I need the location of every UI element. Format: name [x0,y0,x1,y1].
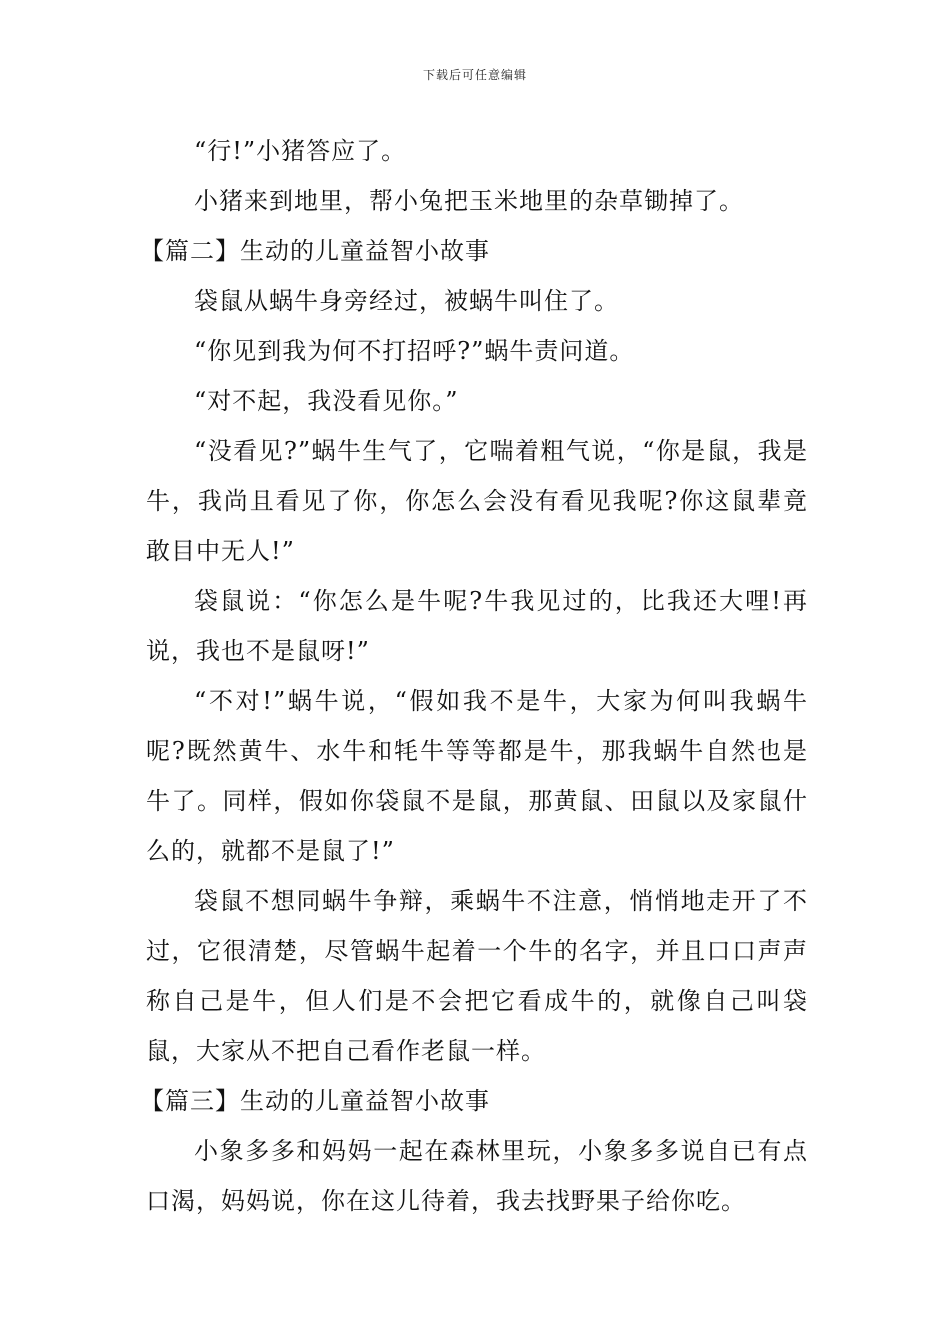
document-body [140,126,808,1226]
paragraph: 袋鼠不想同蜗牛争辩，乘蜗牛不注意，悄悄地走开了不过，它很清楚，尽管蜗牛起着一个牛的名字，并且口口声声称自己是牛，但人们是不会把它看成牛的，就像自己叫袋鼠，大家从不把自己看作老鼠一样。 [146,887,808,1065]
paragraph: “不对!”蜗牛说，“假如我不是牛，大家为何叫我蜗牛呢?既然黄牛、水牛和牦牛等等都是牛，那我蜗牛自然也是牛了。同样，假如你袋鼠不是鼠，那黄鼠、田鼠以及家鼠什么的，就都不是鼠了!” [146,687,808,865]
paragraph: 袋鼠从蜗牛身旁经过，被蜗牛叫住了。 [194,287,619,315]
section-heading: 【篇三】生动的儿童益智小故事 [140,1087,490,1115]
paragraph: 小猪来到地里，帮小兔把玉米地里的杂草锄掉了。 [194,187,744,215]
paragraph: “行!”小猪答应了。 [194,137,407,165]
paragraph: 袋鼠说：“你怎么是牛呢?牛我见过的，比我还大哩!再说，我也不是鼠呀!” [146,587,808,665]
paragraph: 小象多多和妈妈一起在森林里玩，小象多多说自已有点口渴，妈妈说，你在这儿待着，我去找野果子给你吃。 [146,1137,808,1215]
page-header: 下载后可任意编辑 [422,68,527,82]
paragraph: “对不起，我没看见你。” [194,387,459,415]
paragraph: “没看见?”蜗牛生气了，它喘着粗气说，“你是鼠，我是牛，我尚且看见了你，你怎么会没有看见我呢?你这鼠辈竟敢目中无人!” [146,437,808,565]
paragraph: “你见到我为何不打招呼?”蜗牛责问道。 [194,337,635,365]
section-heading: 【篇二】生动的儿童益智小故事 [140,237,490,265]
